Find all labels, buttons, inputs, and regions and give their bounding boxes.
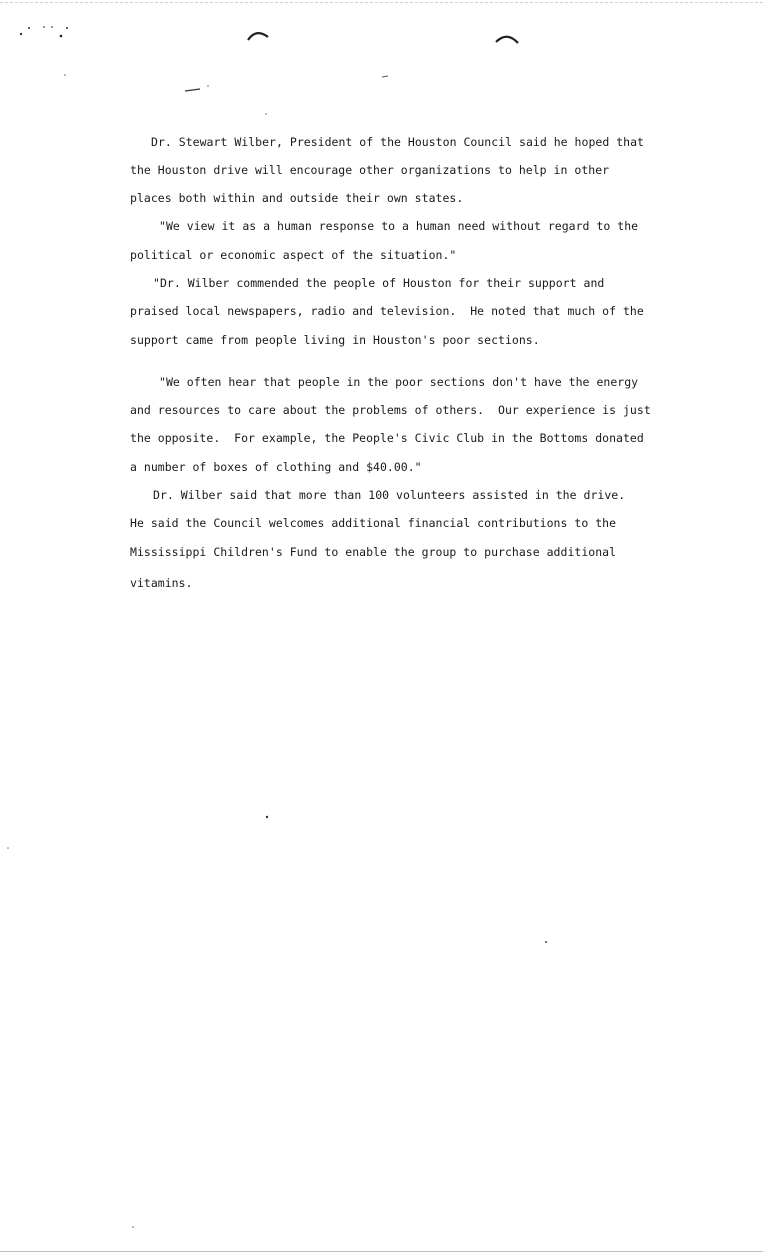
- text-line: the Houston drive will encourage other organizations to help in other: [130, 163, 610, 177]
- text-line: vitamins.: [130, 576, 193, 590]
- text-line: praised local newspapers, radio and television. He noted that much of the: [130, 304, 644, 318]
- text-line: the opposite. For example, the People's Civic Club in the Bottoms donated: [130, 431, 644, 445]
- speck-mark: [545, 941, 547, 943]
- text-line: places both within and outside their own states.: [130, 191, 464, 205]
- speck-mark: [20, 33, 22, 35]
- speck-mark: [132, 1226, 134, 1228]
- speck-mark: [64, 74, 66, 76]
- text-line: He said the Council welcomes additional financial contributions to the: [130, 516, 617, 530]
- speck-mark: [7, 847, 9, 849]
- speck-mark: [207, 85, 209, 87]
- text-line: "Dr. Wilber commended the people of Houston for their support and: [153, 276, 605, 290]
- speck-mark: [265, 113, 267, 115]
- text-line: support came from people living in Houston's poor sections.: [130, 333, 540, 347]
- text-line: a number of boxes of clothing and $40.00.": [130, 460, 422, 474]
- speck-mark: [43, 26, 45, 28]
- text-line: Mississippi Children's Fund to enable the group to purchase additional: [130, 545, 617, 559]
- text-line: "We often hear that people in the poor sections don't have the energy: [159, 375, 639, 389]
- text-line: Dr. Wilber said that more than 100 volunteers assisted in the drive.: [153, 488, 626, 502]
- scan-bottom-edge: [0, 1251, 763, 1252]
- speck-mark: [60, 35, 63, 38]
- punch-hole-mark-left: [248, 33, 268, 40]
- speck-mark: [66, 27, 68, 29]
- text-line: "We view it as a human response to a human need without regard to the: [159, 219, 639, 233]
- speck-mark: [266, 816, 268, 818]
- text-line: Dr. Stewart Wilber, President of the Houston Council said he hoped that: [151, 135, 644, 149]
- speck-mark: [28, 27, 30, 29]
- speck-mark: [382, 76, 388, 77]
- pen-stroke-mark: [185, 89, 200, 91]
- text-line: and resources to care about the problems of others. Our experience is just: [130, 403, 651, 417]
- punch-hole-mark-right: [496, 37, 518, 43]
- speck-mark: [51, 26, 53, 28]
- text-line: political or economic aspect of the situation.": [130, 248, 457, 262]
